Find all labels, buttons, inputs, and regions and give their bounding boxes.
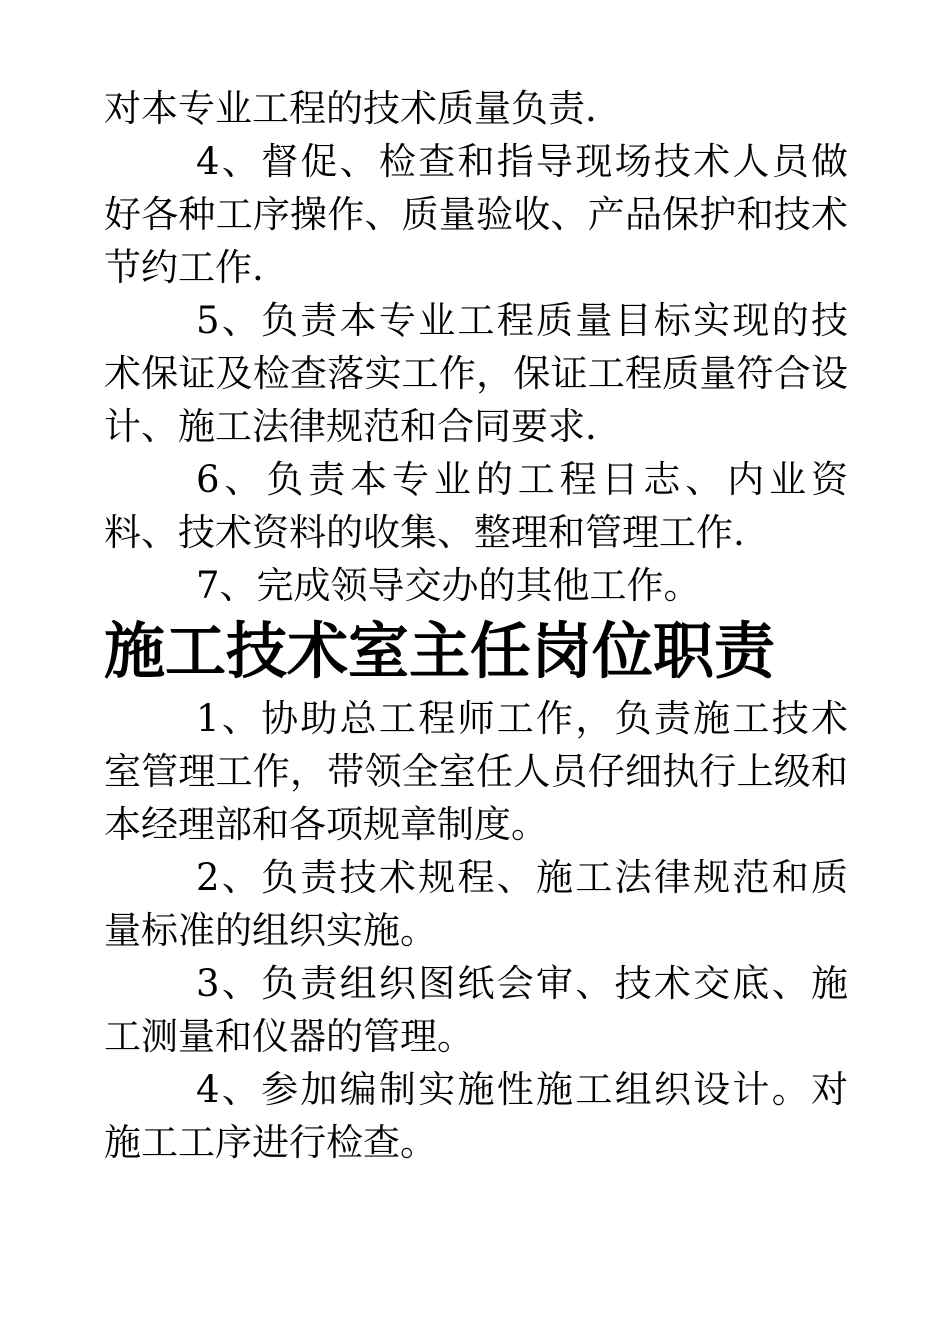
paragraph-item-6: 6、负责本专业的工程日志、内业资料、技术资料的收集、整理和管理工作. [104, 458, 848, 554]
section-previous-duties [104, 82, 848, 612]
paragraph-continuation: 对本专业工程的技术质量负责. [104, 87, 597, 130]
paragraph-item-1: 1、协助总工程师工作，负责施工技术室管理工作，带领全室任人员仔细执行上级和本经理部和各项规章制度。 [104, 697, 848, 846]
section-director-duties [104, 612, 848, 1169]
paragraph-item-4: 4、督促、检查和指导现场技术人员做好各种工序操作、质量验收、产品保护和技术节约工作. [104, 140, 848, 289]
paragraph-item-5: 5、负责本专业工程质量目标实现的技术保证及检查落实工作，保证工程质量符合设计、施工法律规范和合同要求. [104, 299, 848, 448]
document-page [104, 82, 848, 1169]
paragraph-item-7: 7、完成领导交办的其他工作。 [196, 564, 701, 607]
paragraph-item-3: 3、负责组织图纸会审、技术交底、施工测量和仪器的管理。 [104, 962, 848, 1058]
section-heading: 施工技术室主任岗位职责 [104, 616, 776, 687]
paragraph-item-4b: 4、参加编制实施性施工组织设计。对施工工序进行检查。 [104, 1068, 848, 1164]
paragraph-item-2: 2、负责技术规程、施工法律规范和质量标准的组织实施。 [104, 856, 848, 952]
